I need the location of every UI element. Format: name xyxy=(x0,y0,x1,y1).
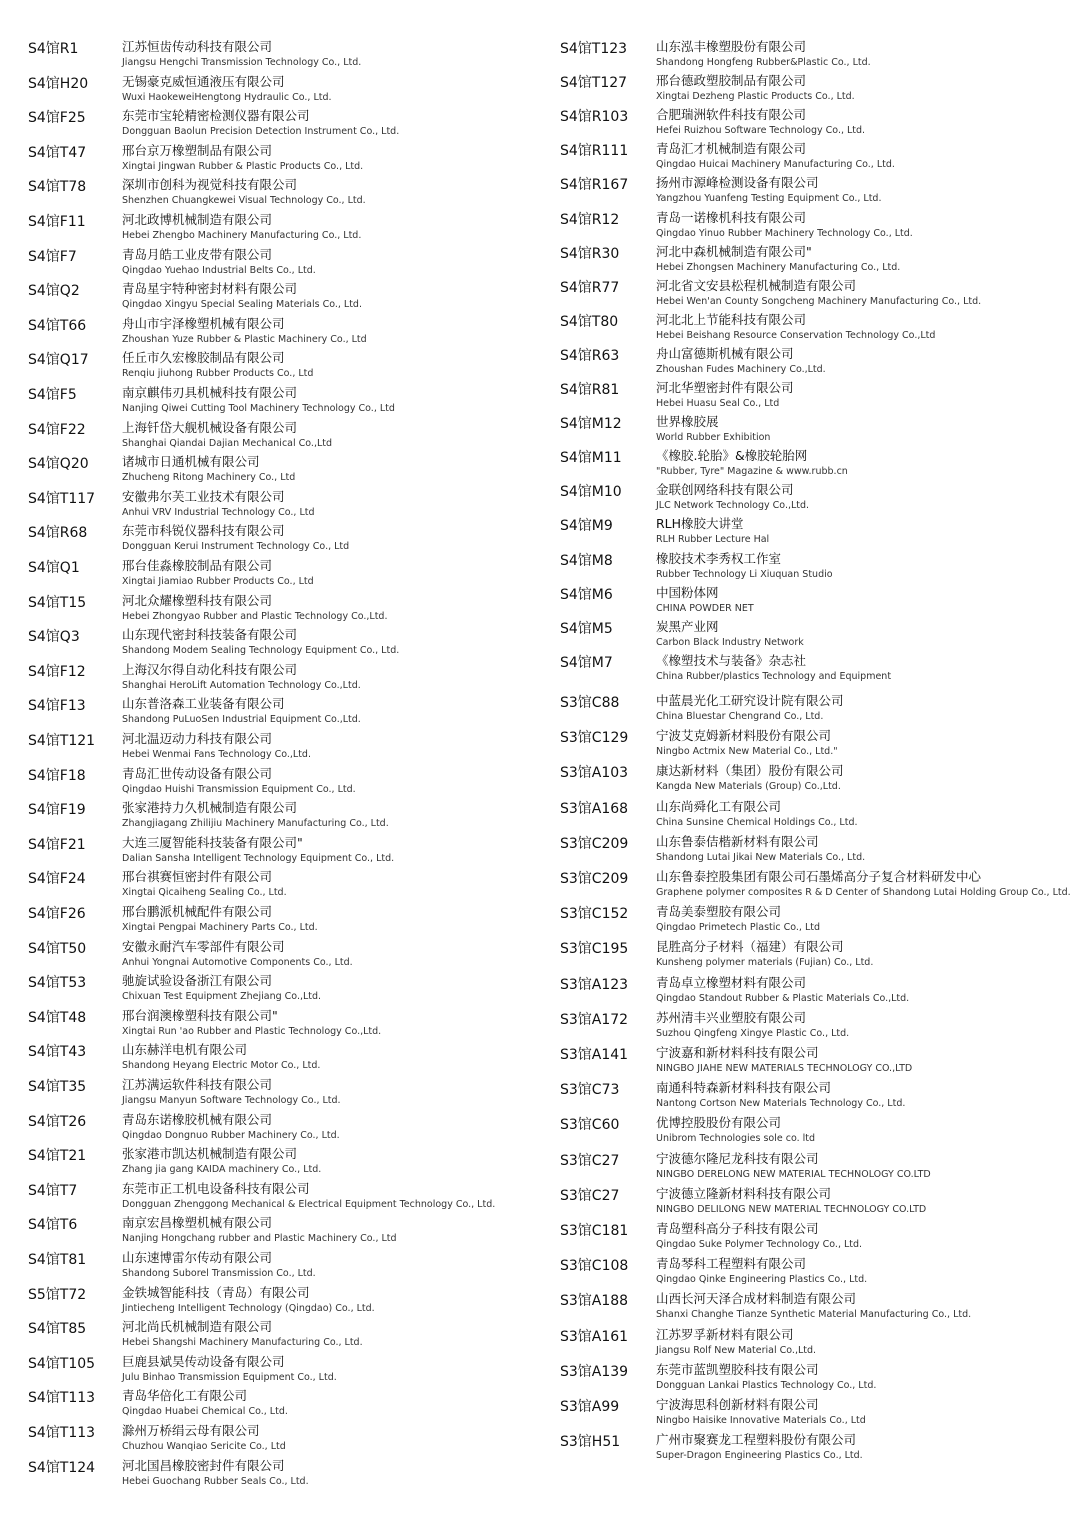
booth-number: S3馆A188 xyxy=(560,1293,629,1309)
company-name-en: Anhui Yongnai Automotive Components Co., Ltd. xyxy=(122,957,353,968)
company-name-cn: 青岛华倍化工有限公司 xyxy=(122,1388,248,1403)
booth-number: S4馆Q3 xyxy=(28,629,80,645)
company-name-en: Zhucheng Ritong Machinery Co., Ltd xyxy=(122,472,296,483)
company-name-cn: 青岛星宇特种密封材料有限公司 xyxy=(122,281,298,296)
booth-number: S4馆R111 xyxy=(560,143,629,159)
company-name-en: Qingdao Primetech Plastic Co., Ltd xyxy=(656,922,821,933)
booth-number: S3馆C209 xyxy=(560,871,629,887)
company-name-en: Jintiecheng Intelligent Technology (Qingdao) Co., Ltd. xyxy=(122,1303,375,1314)
booth-number: S3馆A168 xyxy=(560,801,629,817)
company-name-en: Qingdao Suke Polymer Technology Co., Ltd. xyxy=(656,1239,863,1250)
company-name-cn: 南京麒伟刃具机械科技有限公司 xyxy=(122,385,298,400)
booth-number: S4馆T78 xyxy=(28,179,87,195)
booth-number: S4馆Q1 xyxy=(28,560,80,576)
company-name-cn: 巨鹿县斌昊传动设备有限公司 xyxy=(122,1354,285,1369)
booth-number: S4馆T85 xyxy=(28,1321,87,1337)
company-name-en: Nanjing Hongchang rubber and Plastic Machinery Co., Ltd xyxy=(122,1233,397,1244)
company-name-en: Hebei Zhongsen Machinery Manufacturing Co., Ltd. xyxy=(656,262,901,273)
booth-number: S4馆T47 xyxy=(28,145,87,161)
company-name-en: Nantong Cortson New Materials Technology Co., Ltd. xyxy=(656,1098,906,1109)
company-name-en: Jiangsu Rolf New Material Co.,Ltd. xyxy=(656,1345,817,1356)
company-name-cn: 河北温迈动力科技有限公司 xyxy=(122,731,273,746)
booth-number: S4馆Q2 xyxy=(28,283,80,299)
company-name-cn: 滁州万桥绢云母有限公司 xyxy=(122,1423,260,1438)
company-name-cn: 河北国昌橡胶密封件有限公司 xyxy=(122,1458,285,1473)
booth-number: S4馆T117 xyxy=(28,491,96,507)
booth-number: S3馆A141 xyxy=(560,1047,629,1063)
company-name-cn: 东莞市宝轮精密检测仪器有限公司 xyxy=(122,108,310,123)
booth-number: S3馆C60 xyxy=(560,1117,620,1133)
booth-number: S4馆T113 xyxy=(28,1425,96,1441)
company-name-cn: 青岛琴科工程塑料有限公司 xyxy=(656,1256,807,1271)
booth-number: S4馆T26 xyxy=(28,1114,87,1130)
company-name-cn: 山东速博雷尔传动有限公司 xyxy=(122,1250,273,1265)
booth-number: S4馆R68 xyxy=(28,525,88,541)
company-name-cn: 舟山富德斯机械有限公司 xyxy=(656,346,794,361)
company-name-cn: 南通科特森新材料科技有限公司 xyxy=(656,1080,832,1095)
company-name-en: Dalian Sansha Intelligent Technology Equipment Co., Ltd. xyxy=(122,853,395,864)
company-name-cn: 山东泓丰橡塑股份有限公司 xyxy=(656,39,807,54)
booth-number: S3馆H51 xyxy=(560,1434,621,1450)
booth-number: S3馆A172 xyxy=(560,1012,629,1028)
company-name-en: Hebei Guochang Rubber Seals Co., Ltd. xyxy=(122,1476,309,1487)
booth-number: S3馆C209 xyxy=(560,836,629,852)
company-name-cn: 山东普洛森工业装备有限公司 xyxy=(122,696,285,711)
company-name-cn: 邢台京万橡塑制品有限公司 xyxy=(122,143,273,158)
booth-number: S4馆T43 xyxy=(28,1044,87,1060)
company-name-en: Qingdao Qinke Engineering Plastics Co., Ltd. xyxy=(656,1274,868,1285)
company-name-cn: 上海钎岱大舰机械设备有限公司 xyxy=(122,420,298,435)
company-name-en: China Sunsine Chemical Holdings Co., Ltd. xyxy=(656,817,858,828)
company-name-en: Suzhou Qingfeng Xingye Plastic Co., Ltd. xyxy=(656,1028,850,1039)
booth-number: S4馆F11 xyxy=(28,214,86,230)
company-name-en: Jiangsu Hengchi Transmission Technology Co., Ltd. xyxy=(122,57,362,68)
booth-number: S3馆A139 xyxy=(560,1364,629,1380)
booth-number: S4馆R77 xyxy=(560,280,620,296)
booth-number: S4馆M10 xyxy=(560,484,622,500)
company-name-en: Dongguan Zhenggong Mechanical & Electrical Equipment Technology Co., Ltd. xyxy=(122,1199,496,1210)
company-name-cn: 山东鲁泰控股集团有限公司石墨烯高分子复合材料研发中心 xyxy=(656,869,982,884)
company-name-cn: 深圳市创科为视觉科技有限公司 xyxy=(122,177,298,192)
company-name-en: Hebei Huasu Seal Co., Ltd xyxy=(656,398,780,409)
booth-number: S4馆R1 xyxy=(28,41,79,57)
company-name-cn: 驰旋试验设备浙江有限公司 xyxy=(122,973,273,988)
company-name-cn: 青岛塑科高分子科技有限公司 xyxy=(656,1221,819,1236)
booth-number: S4馆F5 xyxy=(28,387,77,403)
booth-number: S4馆T113 xyxy=(28,1390,96,1406)
company-name-cn: 山东现代密封科技装备有限公司 xyxy=(122,627,298,642)
company-name-cn: 东莞市蓝凯塑胶科技有限公司 xyxy=(656,1362,819,1377)
company-name-en: Graphene polymer composites R & D Center of Shandong Lutai Holding Group Co., Ltd. xyxy=(656,887,1071,898)
company-name-cn: 河北华塑密封件有限公司 xyxy=(656,380,794,395)
booth-number: S3馆A123 xyxy=(560,977,629,993)
company-name-en: Ningbo Haisike Innovative Materials Co., Ltd xyxy=(656,1415,866,1426)
company-name-cn: 青岛一诺橡机科技有限公司 xyxy=(656,210,807,225)
company-name-cn: 《橡胶.轮胎》&橡胶轮胎网 xyxy=(656,448,808,463)
company-name-cn: 安徽永耐汽车零部件有限公司 xyxy=(122,939,285,954)
company-name-cn: 任丘市久宏橡胶制品有限公司 xyxy=(122,350,285,365)
company-name-en: World Rubber Exhibition xyxy=(656,432,771,443)
company-name-cn: 合肥瑞洲软件科技有限公司 xyxy=(656,107,807,122)
booth-number: S4馆F12 xyxy=(28,664,86,680)
company-name-en: Julu Binhao Transmission Equipment Co., Ltd. xyxy=(122,1372,337,1383)
booth-number: S4馆T50 xyxy=(28,941,87,957)
booth-number: S4馆M11 xyxy=(560,450,622,466)
booth-number: S4馆F13 xyxy=(28,698,86,714)
company-name-en: Ningbo Actmix New Material Co., Ltd." xyxy=(656,746,838,757)
company-name-en: Anhui VRV Industrial Technology Co., Ltd xyxy=(122,507,315,518)
booth-number: S5馆T72 xyxy=(28,1287,87,1303)
company-name-cn: 宁波艾克姆新材料股份有限公司 xyxy=(656,728,832,743)
company-name-en: CHINA POWDER NET xyxy=(656,603,754,614)
company-name-en: Xingtai Pengpai Machinery Parts Co., Ltd. xyxy=(122,922,318,933)
booth-number: S4馆T66 xyxy=(28,318,87,334)
company-name-en: Yangzhou Yuanfeng Testing Equipment Co., Ltd. xyxy=(656,193,882,204)
company-name-cn: 青岛东诺橡胶机械有限公司 xyxy=(122,1112,273,1127)
booth-number: S4馆M6 xyxy=(560,587,613,603)
booth-number: S4馆T21 xyxy=(28,1148,87,1164)
company-name-en: Shanghai Qiandai Dajian Mechanical Co.,Ltd xyxy=(122,438,333,449)
company-name-cn: 上海汉尔得自动化科技有限公司 xyxy=(122,662,298,677)
booth-number: S3馆A161 xyxy=(560,1329,629,1345)
company-name-en: Shanxi Changhe Tianze Synthetic Material Manufacturing Co., Ltd. xyxy=(656,1309,972,1320)
company-name-cn: 宁波海思科创新材料有限公司 xyxy=(656,1397,819,1412)
company-name-cn: 邢台祺赛恒密封件有限公司 xyxy=(122,869,273,884)
company-name-en: Hefei Ruizhou Software Technology Co., Ltd. xyxy=(656,125,866,136)
company-name-cn: 橡胶技术李秀权工作室 xyxy=(656,551,782,566)
company-name-cn: 宁波嘉和新材料科技有限公司 xyxy=(656,1045,819,1060)
company-name-cn: 东莞市科锐仪器科技有限公司 xyxy=(122,523,285,538)
company-name-cn: 宁波德立隆新材料科技有限公司 xyxy=(656,1186,832,1201)
booth-number: S4馆T7 xyxy=(28,1183,78,1199)
booth-number: S4馆M7 xyxy=(560,655,613,671)
company-name-cn: 江苏恒齿传动科技有限公司 xyxy=(122,39,273,54)
booth-number: S3馆C108 xyxy=(560,1258,629,1274)
booth-number: S4馆T15 xyxy=(28,595,87,611)
booth-number: S4馆M8 xyxy=(560,553,613,569)
company-name-en: Carbon Black Industry Network xyxy=(656,637,804,648)
company-name-cn: 邢台润澳橡塑科技有限公司" xyxy=(122,1008,278,1023)
booth-number: S4馆H20 xyxy=(28,76,89,92)
company-name-cn: 《橡塑技术与装备》杂志社 xyxy=(656,653,807,668)
company-name-en: Super-Dragon Engineering Plastics Co., Ltd. xyxy=(656,1450,863,1461)
company-name-en: NINGBO DELILONG NEW MATERIAL TECHNOLOGY CO.LTD xyxy=(656,1204,927,1215)
company-name-en: Zhoushan Fudes Machinery Co.,Ltd. xyxy=(656,364,826,375)
company-name-en: Hebei Wenmai Fans Technology Co.,Ltd. xyxy=(122,749,311,760)
booth-number: S4馆T6 xyxy=(28,1217,78,1233)
company-name-en: China Rubber/plastics Technology and Equipment xyxy=(656,671,892,682)
company-name-cn: 中国粉体网 xyxy=(656,585,719,600)
booth-number: S4馆F22 xyxy=(28,422,86,438)
company-name-cn: 河北北上节能科技有限公司 xyxy=(656,312,807,327)
company-name-en: Shandong Lutai Jikai New Materials Co., Ltd. xyxy=(656,852,866,863)
company-name-cn: 南京宏昌橡塑机械有限公司 xyxy=(122,1215,273,1230)
company-name-en: Unibrom Technologies sole co. ltd xyxy=(656,1133,816,1144)
booth-number: S3馆C27 xyxy=(560,1153,620,1169)
booth-number: S3馆C88 xyxy=(560,695,620,711)
company-name-cn: 邢台德政塑胶制品有限公司 xyxy=(656,73,807,88)
booth-number: S3馆C152 xyxy=(560,906,629,922)
company-name-cn: 邢台鹏派机械配件有限公司 xyxy=(122,904,273,919)
company-name-cn: 昆胜高分子材料（福建）有限公司 xyxy=(656,939,844,954)
company-name-cn: 青岛月皓工业皮带有限公司 xyxy=(122,247,273,262)
company-name-en: Nanjing Qiwei Cutting Tool Machinery Technology Co., Ltd xyxy=(122,403,395,414)
booth-number: S3馆C27 xyxy=(560,1188,620,1204)
company-name-cn: 张家港市凯达机械制造有限公司 xyxy=(122,1146,298,1161)
booth-number: S3馆C129 xyxy=(560,730,629,746)
company-name-en: Qingdao Yuehao Industrial Belts Co., Ltd. xyxy=(122,265,316,276)
company-name-en: NINGBO DERELONG NEW MATERIAL TECHNOLOGY CO.LTD xyxy=(656,1169,931,1180)
company-name-en: Dongguan Baolun Precision Detection Instrument Co., Ltd. xyxy=(122,126,400,137)
company-name-en: Renqiu jiuhong Rubber Products Co., Ltd xyxy=(122,368,314,379)
booth-number: S4馆T123 xyxy=(560,41,628,57)
company-name-en: JLC Network Technology Co.,Ltd. xyxy=(656,500,810,511)
booth-number: S4馆T81 xyxy=(28,1252,87,1268)
booth-number: S4馆T105 xyxy=(28,1356,96,1372)
company-name-en: Hebei Wen'an County Songcheng Machinery Manufacturing Co., Ltd. xyxy=(656,296,982,307)
company-name-cn: 苏州清丰兴业塑胶有限公司 xyxy=(656,1010,807,1025)
booth-number: S4馆R81 xyxy=(560,382,620,398)
booth-number: S4馆F24 xyxy=(28,871,86,887)
company-name-en: Xingtai Jiamiao Rubber Products Co., Ltd xyxy=(122,576,314,587)
company-name-cn: 康达新材料（集团）股份有限公司 xyxy=(656,763,844,778)
company-name-cn: 山西长河天泽合成材料制造有限公司 xyxy=(656,1291,857,1306)
company-name-en: Dongguan Lankai Plastics Technology Co., Ltd. xyxy=(656,1380,877,1391)
company-name-en: Shandong Suborel Transmission Co., Ltd. xyxy=(122,1268,316,1279)
booth-number: S4馆R167 xyxy=(560,177,629,193)
company-name-en: China Bluestar Chengrand Co., Ltd. xyxy=(656,711,824,722)
company-name-en: Xingtai Qicaiheng Sealing Co., Ltd. xyxy=(122,887,287,898)
booth-number: S4馆T80 xyxy=(560,314,619,330)
company-name-en: Qingdao Yinuo Rubber Machinery Technology Co., Ltd. xyxy=(656,228,913,239)
company-name-cn: RLH橡胶大讲堂 xyxy=(656,516,744,531)
booth-number: S4馆F7 xyxy=(28,249,77,265)
company-name-cn: 青岛卓立橡塑材料有限公司 xyxy=(656,975,807,990)
company-name-en: Qingdao Xingyu Special Sealing Materials Co., Ltd. xyxy=(122,299,362,310)
booth-number: S3馆A103 xyxy=(560,765,629,781)
company-name-en: Kangda New Materials (Group) Co.,Ltd. xyxy=(656,781,841,792)
booth-number: S4馆T35 xyxy=(28,1079,87,1095)
company-name-cn: 江苏罗孚新材料有限公司 xyxy=(656,1327,794,1342)
company-name-en: Zhoushan Yuze Rubber & Plastic Machinery Co., Ltd xyxy=(122,334,367,345)
company-name-cn: 大连三厦智能科技装备有限公司" xyxy=(122,835,303,850)
company-name-en: Shandong PuLuoSen Industrial Equipment Co.,Ltd. xyxy=(122,714,361,725)
company-name-cn: 河北政博机械制造有限公司 xyxy=(122,212,273,227)
company-name-cn: 河北尚氏机械制造有限公司 xyxy=(122,1319,273,1334)
company-name-en: Chixuan Test Equipment Zhejiang Co.,Ltd. xyxy=(122,991,322,1002)
booth-number: S4馆Q17 xyxy=(28,352,89,368)
company-name-en: Shandong Modem Sealing Technology Equipment Co., Ltd. xyxy=(122,645,400,656)
booth-number: S4馆M9 xyxy=(560,518,613,534)
company-name-en: Jiangsu Manyun Software Technology Co., Ltd. xyxy=(122,1095,341,1106)
booth-number: S4馆T127 xyxy=(560,75,628,91)
company-name-cn: 青岛美泰塑胶有限公司 xyxy=(656,904,782,919)
company-name-cn: 安徽弗尔芙工业技术有限公司 xyxy=(122,489,285,504)
company-name-en: Qingdao Huishi Transmission Equipment Co., Ltd. xyxy=(122,784,356,795)
company-name-cn: 中蓝晨光化工研究设计院有限公司 xyxy=(656,693,844,708)
company-name-cn: 青岛汇世传动设备有限公司 xyxy=(122,766,273,781)
booth-number: S4馆T48 xyxy=(28,1010,87,1026)
company-name-en: Shenzhen Chuangkewei Visual Technology Co., Ltd. xyxy=(122,195,366,206)
company-name-en: Shandong Heyang Electric Motor Co., Ltd. xyxy=(122,1060,321,1071)
company-name-en: Wuxi HaokeweiHengtong Hydraulic Co., Ltd. xyxy=(122,92,332,103)
company-name-en: Kunsheng polymer materials (Fujian) Co., Ltd. xyxy=(656,957,874,968)
booth-number: S4馆F26 xyxy=(28,906,86,922)
company-name-en: Hebei Zhengbo Machinery Manufacturing Co., Ltd. xyxy=(122,230,362,241)
company-name-en: Qingdao Dongnuo Rubber Machinery Co., Ltd. xyxy=(122,1130,340,1141)
company-name-cn: 河北众耀橡塑科技有限公司 xyxy=(122,593,273,608)
company-name-cn: 邢台佳淼橡胶制品有限公司 xyxy=(122,558,273,573)
company-name-en: Dongguan Kerui Instrument Technology Co., Ltd xyxy=(122,541,350,552)
company-name-en: Shandong Hongfeng Rubber&Plastic Co., Ltd. xyxy=(656,57,871,68)
company-name-en: Shanghai HeroLift Automation Technology Co.,Ltd. xyxy=(122,680,361,691)
company-name-cn: 宁波德尔隆尼龙科技有限公司 xyxy=(656,1151,819,1166)
company-name-cn: 河北省文安县松程机械制造有限公司 xyxy=(656,278,857,293)
booth-number: S4馆F18 xyxy=(28,768,86,784)
company-name-en: Qingdao Huicai Machinery Manufacturing Co., Ltd. xyxy=(656,159,895,170)
booth-number: S4馆Q20 xyxy=(28,456,89,472)
booth-number: S4馆R103 xyxy=(560,109,629,125)
company-name-cn: 世界橡胶展 xyxy=(656,414,719,429)
company-name-cn: 金联创网络科技有限公司 xyxy=(656,482,794,497)
company-name-cn: 青岛汇才机械制造有限公司 xyxy=(656,141,807,156)
company-name-en: Hebei Zhongyao Rubber and Plastic Technology Co.,Ltd. xyxy=(122,611,388,622)
booth-number: S4馆R30 xyxy=(560,246,620,262)
company-name-cn: 炭黑产业网 xyxy=(656,619,719,634)
company-name-en: "Rubber, Tyre" Magazine & www.rubb.cn xyxy=(656,466,848,477)
company-name-cn: 扬州市源峰检测设备有限公司 xyxy=(656,175,819,190)
booth-number: S4馆F19 xyxy=(28,802,86,818)
booth-number: S4馆M12 xyxy=(560,416,622,432)
company-name-cn: 无锡豪克威恒通液压有限公司 xyxy=(122,74,285,89)
booth-number: S4馆R63 xyxy=(560,348,620,364)
company-name-en: Chuzhou Wanqiao Sericite Co., Ltd xyxy=(122,1441,286,1452)
company-name-cn: 山东赫洋电机有限公司 xyxy=(122,1042,248,1057)
company-name-cn: 舟山市宇泽橡塑机械有限公司 xyxy=(122,316,285,331)
booth-number: S4馆F21 xyxy=(28,837,86,853)
booth-number: S3馆C195 xyxy=(560,941,629,957)
booth-number: S3馆C73 xyxy=(560,1082,620,1098)
company-name-cn: 山东尚舜化工有限公司 xyxy=(656,799,782,814)
company-name-en: NINGBO JIAHE NEW MATERIALS TECHNOLOGY CO.,LTD xyxy=(656,1063,913,1074)
company-name-en: Hebei Shangshi Machinery Manufacturing Co., Ltd. xyxy=(122,1337,363,1348)
company-name-cn: 东莞市正工机电设备科技有限公司 xyxy=(122,1181,310,1196)
company-name-en: Zhangjiagang Zhilijiu Machinery Manufacturing Co., Ltd. xyxy=(122,818,389,829)
company-name-cn: 诸城市日通机械有限公司 xyxy=(122,454,260,469)
booth-number: S4馆T124 xyxy=(28,1460,96,1476)
company-name-en: RLH Rubber Lecture Hal xyxy=(656,534,770,545)
booth-number: S4馆F25 xyxy=(28,110,86,126)
booth-number: S3馆C181 xyxy=(560,1223,629,1239)
company-name-en: Xingtai Run 'ao Rubber and Plastic Technology Co.,Ltd. xyxy=(122,1026,382,1037)
company-name-en: Qingdao Standout Rubber & Plastic Materials Co.,Ltd. xyxy=(656,993,910,1004)
booth-number: S4馆M5 xyxy=(560,621,613,637)
company-name-en: Qingdao Huabei Chemical Co., Ltd. xyxy=(122,1406,288,1417)
company-name-cn: 金铁城智能科技（青岛）有限公司 xyxy=(122,1285,310,1300)
company-name-en: Rubber Technology Li Xiuquan Studio xyxy=(656,569,833,580)
company-name-cn: 江苏满运软件科技有限公司 xyxy=(122,1077,273,1092)
company-name-cn: 广州市聚赛龙工程塑料股份有限公司 xyxy=(656,1432,857,1447)
company-name-en: Hebei Beishang Resource Conservation Technology Co.,Ltd xyxy=(656,330,936,341)
booth-number: S3馆A99 xyxy=(560,1399,620,1415)
company-name-cn: 山东鲁泰佶楷新材料有限公司 xyxy=(656,834,819,849)
company-name-en: Xingtai Jingwan Rubber & Plastic Products Co., Ltd. xyxy=(122,161,364,172)
booth-number: S4馆R12 xyxy=(560,212,620,228)
booth-number: S4馆T121 xyxy=(28,733,96,749)
company-name-en: Zhang jia gang KAIDA machinery Co., Ltd. xyxy=(122,1164,322,1175)
booth-number: S4馆T53 xyxy=(28,975,87,991)
company-name-cn: 优博控股股份有限公司 xyxy=(656,1115,782,1130)
company-name-cn: 张家港持力久机械制造有限公司 xyxy=(122,800,298,815)
company-name-en: Xingtai Dezheng Plastic Products Co., Ltd. xyxy=(656,91,855,102)
company-name-cn: 河北中森机械制造有限公司" xyxy=(656,244,812,259)
